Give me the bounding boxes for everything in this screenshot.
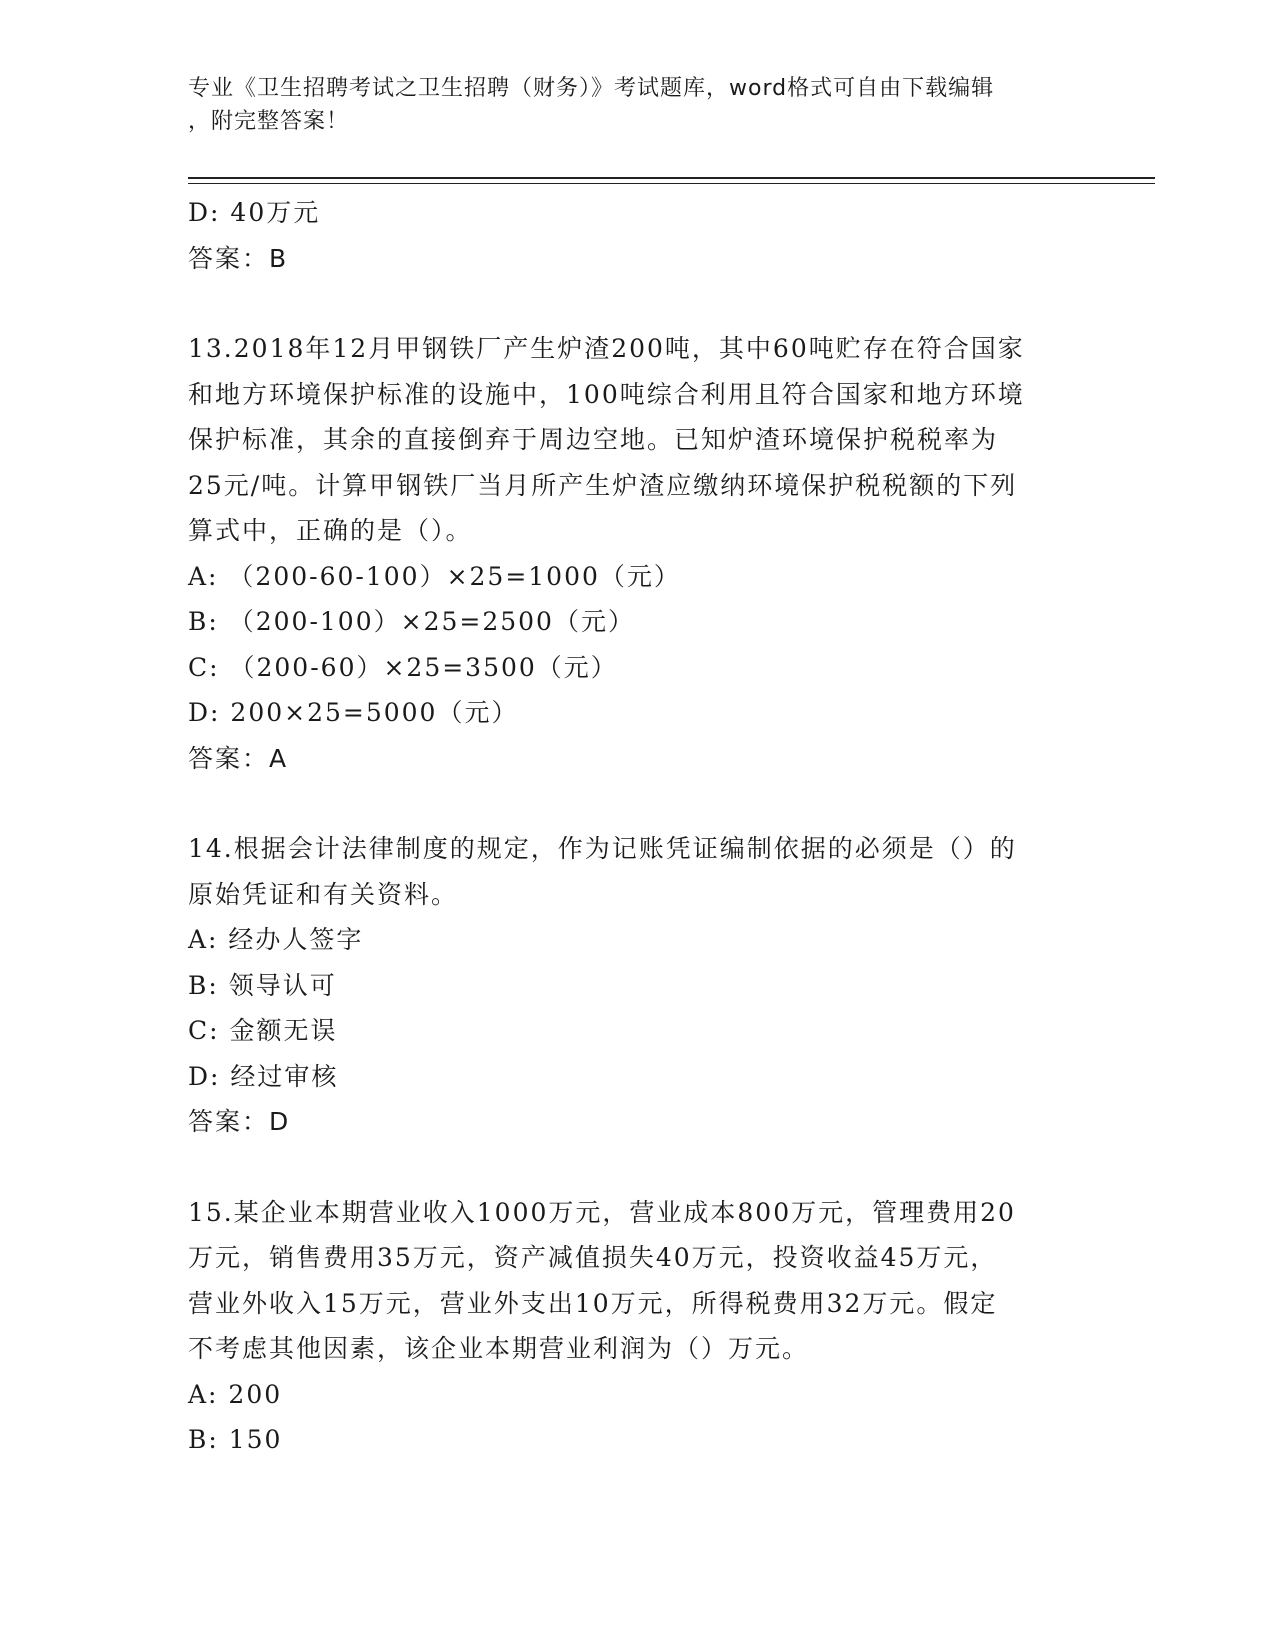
question-stem-line: 15.某企业本期营业收入1000万元，营业成本800万元，管理费用20 xyxy=(188,1197,1016,1227)
question-15 xyxy=(188,1190,1088,1463)
option-d: D: 200×25=5000（元） xyxy=(188,698,519,727)
option-a: A: 200 xyxy=(188,1379,283,1409)
header-title-line-1: 专业《卫生招聘考试之卫生招聘（财务）》考试题库，word格式可自由下载编辑 xyxy=(188,76,995,101)
question-12 xyxy=(188,190,1088,281)
answer-label: 答案：D xyxy=(188,1107,291,1136)
question-stem-line: 14.根据会计法律制度的规定，作为记账凭证编制依据的必须是（）的 xyxy=(188,834,1017,863)
question-stem-line: 和地方环境保护标准的设施中，100吨综合利用且符合国家和地方环境 xyxy=(188,379,1025,409)
answer-label: 答案：B xyxy=(188,243,289,273)
question-stem-line: 原始凭证和有关资料。 xyxy=(188,879,459,909)
option-a: A: （200-60-100）×25=1000（元） xyxy=(188,561,681,591)
page-header xyxy=(188,72,1088,138)
question-content xyxy=(188,190,1088,1463)
option-b: B: 150 xyxy=(188,1425,283,1454)
option-d: D: 经过审核 xyxy=(188,1061,339,1091)
question-stem-line: 万元，销售费用35万元，资产减值损失40万元，投资收益45万元， xyxy=(188,1243,998,1272)
option-b: B: 领导认可 xyxy=(188,970,337,1000)
question-stem-line: 不考虑其他因素，该企业本期营业利润为（）万元。 xyxy=(188,1334,810,1363)
answer-label: 答案：A xyxy=(188,743,289,773)
header-divider-thin xyxy=(188,183,1155,184)
spacer xyxy=(188,1145,1088,1190)
question-13 xyxy=(188,326,1088,781)
option-c: C: 金额无误 xyxy=(188,1016,338,1045)
header-title-line-2: ，附完整答案！ xyxy=(188,109,350,134)
option-c: C: （200-60）×25=3500（元） xyxy=(188,652,618,682)
question-stem-line: 算式中，正确的是（）。 xyxy=(188,516,473,545)
question-stem-line: 25元/吨。计算甲钢铁厂当月所产生炉渣应缴纳环境保护税税额的下列 xyxy=(188,470,1018,500)
spacer xyxy=(188,281,1088,326)
question-stem-line: 营业外收入15万元，营业外支出10万元，所得税费用32万元。假定 xyxy=(188,1288,998,1318)
question-stem-line: 保护标准，其余的直接倒弃于周边空地。已知炉渣环境保护税税率为 xyxy=(188,425,999,454)
option-d: D: 40万元 xyxy=(188,198,321,227)
option-b: B: （200-100）×25=2500（元） xyxy=(188,607,635,636)
header-divider-thick xyxy=(188,177,1155,179)
question-14 xyxy=(188,826,1088,1145)
question-stem-line: 13.2018年12月甲钢铁厂产生炉渣200吨，其中60吨贮存在符合国家 xyxy=(188,334,1025,363)
spacer xyxy=(188,781,1088,826)
option-a: A: 经办人签字 xyxy=(188,925,364,954)
